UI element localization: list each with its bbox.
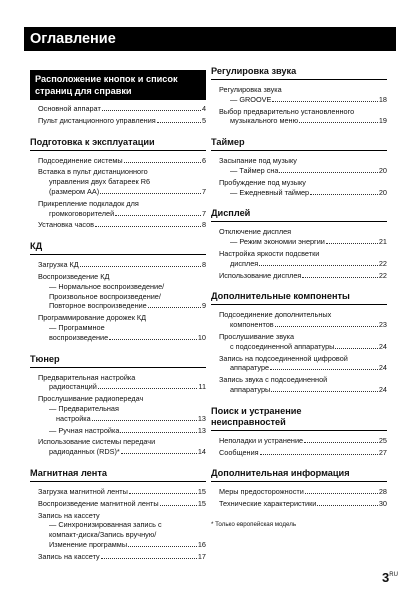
entry-last-line: [219, 342, 387, 352]
entry-line: управления двух батареек R6: [49, 177, 151, 187]
entry-last-line: [38, 447, 206, 457]
leader-dots: [102, 104, 201, 111]
leader-dots: [317, 499, 378, 506]
entry-title: Пульт дистанционного управления: [38, 115, 156, 125]
leader-dots: [80, 260, 201, 267]
entry-line: Пробуждение под музыку: [219, 177, 306, 187]
entry-page-number: 6: [201, 155, 206, 165]
toc-section: [211, 291, 387, 394]
section-heading: [211, 468, 387, 482]
leader-dots: [157, 116, 201, 123]
entry-title: Воспроизведение магнитной ленты: [38, 498, 159, 508]
entry-page-number: 13: [197, 425, 206, 435]
entry-last-line: [219, 95, 387, 105]
leader-dots: [326, 237, 378, 244]
toc-entry[interactable]: [219, 487, 387, 497]
toc-entry[interactable]: [219, 156, 387, 176]
toc-entry[interactable]: [38, 552, 206, 562]
entry-line: Настройка яркости подсветки: [219, 248, 320, 258]
entry-page-number: 24: [378, 384, 387, 394]
leader-dots: [279, 166, 377, 173]
section-heading-line: Подготовка к эксплуатации: [30, 136, 155, 147]
section-heading: [30, 70, 206, 100]
entry-line: Подсоединение дополнительных: [219, 310, 332, 320]
entry-page-number: 7: [201, 186, 206, 196]
entry-last-line: [38, 187, 206, 197]
entry-title: аппаратуре: [230, 363, 270, 373]
toc-entry[interactable]: [219, 85, 387, 105]
entry-last-line: [38, 209, 206, 219]
entry-last-line: [219, 188, 387, 198]
leader-dots: [121, 447, 197, 454]
toc-left-column: [30, 66, 206, 573]
entry-title: с подсоединенной аппаратуры: [230, 341, 335, 351]
entry-line: — Синхронизированная запись с: [49, 520, 162, 530]
section-heading-line: Дополнительная информация: [211, 468, 350, 479]
toc-entry[interactable]: [219, 310, 387, 330]
entry-page-number: 28: [378, 487, 387, 497]
entry-page-number: 17: [197, 551, 206, 561]
toc-entry[interactable]: [219, 178, 387, 198]
toc-entry[interactable]: [219, 271, 387, 281]
entry-title: музыкального меню: [230, 116, 299, 126]
entry-last-line: [38, 333, 206, 343]
entry-line: Произвольное воспроизведение/: [49, 291, 161, 301]
leader-dots: [128, 540, 197, 547]
entry-page-number: 18: [378, 94, 387, 104]
entry-last-line: [38, 499, 206, 509]
toc-entry[interactable]: [219, 249, 387, 269]
entry-title: компонентов: [230, 320, 274, 330]
entry-last-line: [219, 385, 387, 395]
leader-dots: [98, 382, 198, 389]
toc-entry[interactable]: [38, 260, 206, 270]
section-heading-line: Дисплей: [211, 208, 251, 219]
toc-entry[interactable]: [219, 332, 387, 352]
entry-last-line: [219, 237, 387, 247]
toc-entry[interactable]: [38, 104, 206, 114]
entry-line: Запись на кассету: [38, 510, 100, 520]
entry-last-line: [38, 301, 206, 311]
entry-page-number: 7: [201, 208, 206, 218]
entry-last-line: [219, 436, 387, 446]
section-heading-line: Тюнер: [30, 353, 60, 364]
entry-last-line: [38, 414, 206, 424]
entry-line: Программирование дорожек КД: [38, 313, 147, 323]
toc-section: [30, 70, 206, 126]
toc-section: [211, 406, 387, 458]
entry-last-line: [38, 540, 206, 550]
entry-page-number: 10: [197, 332, 206, 342]
section-heading-line: Магнитная лента: [30, 467, 107, 478]
toc-section: [30, 137, 206, 231]
entry-title: Технические характеристики: [219, 499, 317, 509]
toc-entry[interactable]: [38, 373, 206, 393]
toc-section: [30, 354, 206, 457]
entry-page-number: 20: [378, 187, 387, 197]
section-heading-line: Регулировка звука: [211, 66, 297, 76]
toc-entry[interactable]: [219, 499, 387, 509]
entry-line: Вставка в пульт дистанционного: [38, 167, 148, 177]
entry-page-number: 22: [378, 258, 387, 268]
toc-entry[interactable]: [38, 426, 206, 436]
toc-section: [211, 66, 387, 126]
leader-dots: [160, 499, 197, 506]
toc-entry[interactable]: [38, 272, 206, 311]
toc-entry[interactable]: [219, 436, 387, 446]
toc-entry[interactable]: [38, 167, 206, 196]
section-heading: [211, 66, 387, 80]
page-number: [382, 570, 398, 585]
toc-entry[interactable]: [38, 313, 206, 342]
toc-entry[interactable]: [38, 437, 206, 457]
section-heading: [211, 137, 387, 151]
leader-dots: [302, 271, 378, 278]
toc-entry[interactable]: [38, 499, 206, 509]
entry-title: Повторное воспроизведение: [49, 301, 147, 311]
leader-dots: [100, 187, 201, 194]
leader-dots: [272, 95, 378, 102]
entry-page-number: 4: [201, 104, 206, 113]
entry-last-line: [219, 320, 387, 330]
entry-last-line: [38, 487, 206, 497]
entry-title: настройка: [56, 413, 91, 423]
section-heading-line: Расположение кнопок и список: [35, 74, 178, 84]
leader-dots: [260, 448, 378, 455]
toc-section: [30, 468, 206, 562]
leader-dots: [259, 259, 378, 266]
entry-page-number: 25: [378, 435, 387, 445]
toc-entry[interactable]: [219, 448, 387, 458]
entry-title: дисплея: [230, 258, 259, 268]
leader-dots: [305, 487, 378, 494]
leader-dots: [124, 156, 201, 163]
entry-page-number: 20: [378, 165, 387, 175]
entry-title: радиостанций: [49, 382, 97, 392]
entry-title: Использование дисплея: [219, 270, 302, 280]
section-heading: [30, 354, 206, 368]
section-heading-line: Поиск и устранение: [211, 405, 302, 416]
entry-last-line: [38, 156, 206, 166]
entry-line: Прикрепление подкладок для: [38, 198, 139, 208]
leader-dots: [148, 301, 201, 308]
entry-last-line: [219, 499, 387, 509]
leader-dots: [304, 436, 378, 443]
entry-page-number: 11: [198, 382, 206, 392]
entry-title: — GROOVE: [230, 94, 272, 104]
toc-right-column: [211, 66, 387, 529]
section-heading-line: КД: [30, 241, 43, 252]
entry-title: Загрузка магнитной ленты: [38, 486, 128, 496]
entry-line: Прослушивание радиопередач: [38, 394, 144, 404]
section-heading: [30, 241, 206, 255]
entry-page-number: 24: [378, 341, 387, 351]
entry-title: Подсоединение системы: [38, 155, 123, 165]
leader-dots: [109, 333, 197, 340]
leader-dots: [310, 188, 378, 195]
section-heading: [211, 406, 387, 431]
leader-dots: [92, 414, 197, 421]
leader-dots: [95, 220, 201, 227]
entry-last-line: [38, 104, 206, 114]
toc-entry[interactable]: [219, 354, 387, 374]
footnote: * Только европейская модель: [211, 520, 297, 528]
section-heading-line: Таймер: [211, 137, 245, 148]
entry-page-number: 30: [378, 499, 387, 509]
toc-entry[interactable]: [38, 511, 206, 550]
entry-line: — Предварительная: [49, 403, 119, 413]
toc-entry[interactable]: [38, 394, 206, 423]
toc-section: [211, 468, 387, 509]
entry-line: Запись звука с подсоединенной: [219, 375, 328, 385]
entry-line: Засыпание под музыку: [219, 156, 297, 166]
leader-dots: [270, 363, 378, 370]
entry-line: Использование системы передачи: [38, 437, 156, 447]
section-heading: [30, 468, 206, 482]
entry-last-line: [219, 271, 387, 281]
toc-section: [30, 241, 206, 342]
entry-title: — Ежедневный таймер: [230, 187, 310, 197]
toc-entry[interactable]: [38, 487, 206, 497]
page-number-suffix: RU: [389, 572, 398, 578]
entry-title: Неполадки и устранение: [219, 435, 304, 445]
entry-line: Регулировка звука: [219, 85, 282, 94]
toc-entry[interactable]: [219, 227, 387, 247]
entry-line: Воспроизведение КД: [38, 271, 110, 281]
entry-last-line: [38, 220, 206, 230]
entry-title: Загрузка КД: [38, 260, 79, 270]
entry-page-number: 8: [201, 220, 206, 230]
entry-last-line: [38, 116, 206, 126]
leader-dots: [335, 342, 377, 349]
section-heading: [211, 291, 387, 305]
toc-section: [211, 137, 387, 197]
entry-last-line: [219, 166, 387, 176]
leader-dots: [120, 426, 196, 433]
leader-dots: [129, 487, 197, 494]
entry-page-number: 5: [201, 115, 206, 125]
entry-page-number: 24: [378, 363, 387, 373]
entry-page-number: 22: [378, 270, 387, 280]
entry-page-number: 15: [197, 486, 206, 496]
toc-entry[interactable]: [219, 375, 387, 395]
entry-title: (размером AA): [49, 186, 100, 196]
entry-title: аппаратуры: [230, 384, 271, 394]
section-heading: [30, 137, 206, 151]
entry-line: Отключение дисплея: [219, 227, 292, 237]
entry-line: — Нормальное воспроизведение/: [49, 281, 165, 291]
entry-title: — Таймер сна: [230, 165, 279, 175]
toc-section: [211, 208, 387, 280]
entry-page-number: 9: [201, 301, 206, 311]
section-heading-line: Дополнительные компоненты: [211, 291, 350, 302]
entry-page-number: 27: [378, 447, 387, 457]
entry-last-line: [38, 382, 206, 392]
entry-last-line: [219, 448, 387, 458]
toc-entry[interactable]: [38, 156, 206, 166]
entry-page-number: 14: [197, 447, 206, 457]
entry-title: Меры предосторожности: [219, 487, 304, 497]
entry-line: — Программное: [49, 322, 105, 332]
entry-title: воспроизведение: [49, 332, 109, 342]
page-number-value: 3: [382, 570, 390, 585]
entry-title: Сообщения: [219, 447, 259, 457]
entry-last-line: [219, 259, 387, 269]
entry-last-line: [219, 116, 387, 126]
entry-page-number: 23: [378, 320, 387, 330]
leader-dots: [115, 209, 201, 216]
entry-line: Прослушивание звука: [219, 331, 295, 341]
entry-last-line: [38, 426, 206, 436]
leader-dots: [275, 320, 378, 327]
entry-line: Предварительная настройка: [38, 372, 136, 382]
leader-dots: [271, 385, 378, 392]
entry-last-line: [219, 487, 387, 497]
entry-page-number: 16: [197, 539, 206, 549]
entry-line: Выбор предварительно установленного: [219, 106, 355, 116]
section-heading: [211, 208, 387, 222]
entry-title: Установка часов: [38, 220, 95, 230]
leader-dots: [299, 116, 378, 123]
leader-dots: [101, 552, 197, 559]
entry-title: радиоданных (RDS)*: [49, 447, 120, 457]
entry-line: Запись на подсоединенной цифровой: [219, 353, 348, 363]
entry-title: — Режим экономии энергии: [230, 237, 325, 247]
entry-last-line: [38, 260, 206, 270]
toc-entry[interactable]: [38, 199, 206, 219]
entry-title: Основной аппарат: [38, 104, 101, 113]
entry-page-number: 19: [378, 116, 387, 126]
entry-last-line: [219, 363, 387, 373]
entry-title: Запись на кассету: [38, 551, 100, 561]
entry-page-number: 8: [201, 260, 206, 270]
section-heading-line: неисправностей: [211, 416, 286, 427]
entry-title: — Ручная настройка: [49, 425, 120, 435]
page-title: Оглавление: [24, 27, 396, 51]
entry-title: Изменение программы: [49, 539, 128, 549]
entry-page-number: 15: [197, 498, 206, 508]
entry-page-number: 21: [378, 237, 387, 247]
entry-page-number: 13: [197, 413, 206, 423]
section-heading-line: страниц для справки: [35, 86, 132, 96]
toc-entry[interactable]: [38, 116, 206, 126]
entry-last-line: [38, 552, 206, 562]
entry-title: громкоговорителей: [49, 208, 115, 218]
toc-entry[interactable]: [219, 107, 387, 127]
entry-line: компакт-диска/Запись вручную/: [49, 530, 157, 540]
toc-entry[interactable]: [38, 220, 206, 230]
